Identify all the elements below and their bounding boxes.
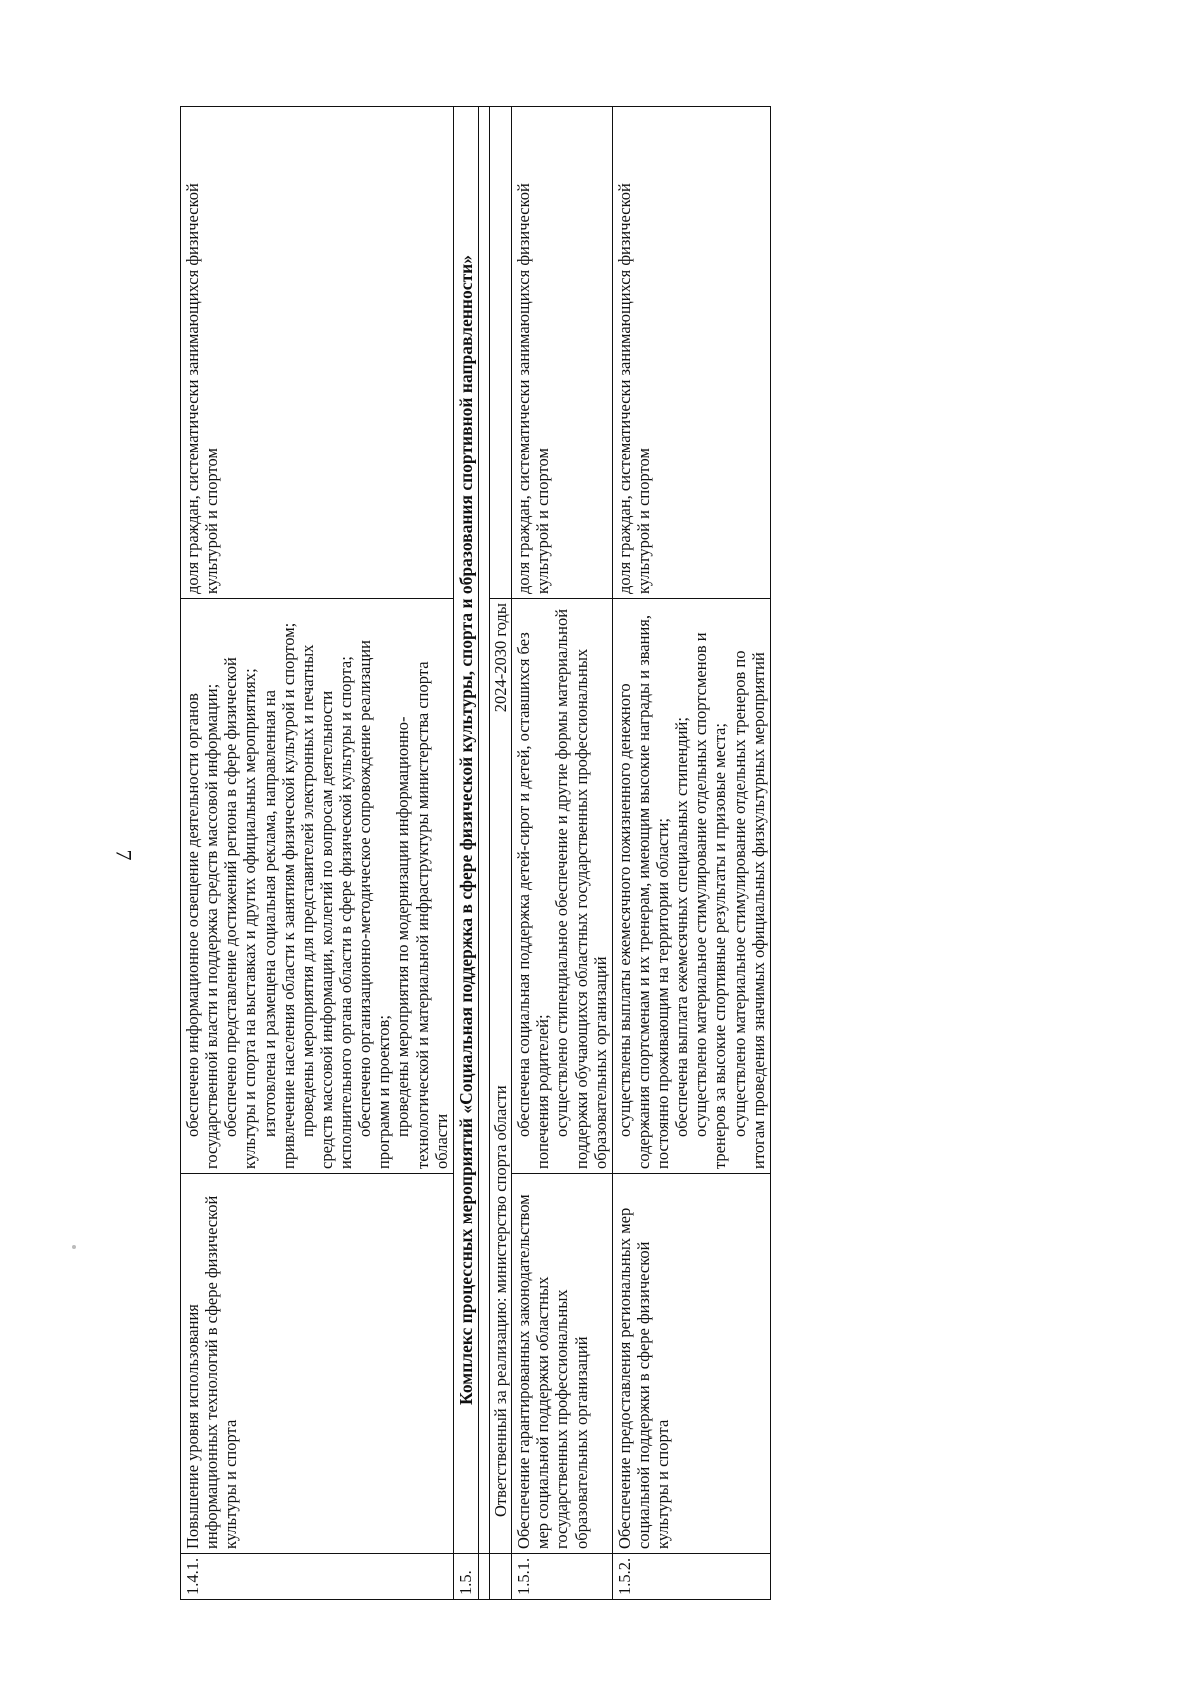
scan-speck xyxy=(72,1245,76,1249)
task-cell: Обеспечение предоставления региональных мер социальной поддержки в сфере физической культуры и спорта xyxy=(612,1174,770,1554)
section-number: 1.5. xyxy=(453,1554,478,1600)
effects-cell xyxy=(181,599,454,1174)
page-number: 7 xyxy=(111,849,137,861)
task-cell: Обеспечение гарантированных законодательством мер социальной поддержки областных государственных профессиональных образовательных организаций xyxy=(512,1174,613,1554)
section-title: Комплекс процессных мероприятий «Социальная поддержка в сфере физической культуры, спорта и образования спортивной направленности» xyxy=(453,107,478,1554)
effect-item: обеспечено представление достижений региона в сфере физической культуры и спорта на выставках и других официальных мероприятиях; xyxy=(221,657,260,1169)
effects-cell xyxy=(512,599,613,1174)
effect-item: обеспечена выплата ежемесячных специальных стипендий; xyxy=(672,717,692,1137)
indicator-cell: доля граждан, систематически занимающихся физической культурой и спортом xyxy=(612,107,770,599)
years-label: 2024-2030 годы xyxy=(491,603,511,713)
spacer-row xyxy=(479,107,490,1600)
indicator-cell: доля граждан, систематически занимающихся физической культурой и спортом xyxy=(512,107,613,599)
effect-item: изготовлена и размещена социальная реклама, направленная на привлечение населения области к занятиям физической культурой и спортом; xyxy=(259,622,298,1169)
section-heading-row xyxy=(453,107,478,1600)
effect-item: обеспечено организационно-методическое сопровождение реализации программ и проектов; xyxy=(355,640,394,1169)
row-number: 1.5.2. xyxy=(612,1554,770,1600)
effect-item: обеспечена социальная поддержка детей-сирот и детей, оставшихся без попечения родителей; xyxy=(514,632,553,1169)
effect-item: осуществлено материальное стимулирование отдельных спортсменов и тренеров за высокие спортивные результаты и призовые места; xyxy=(691,632,730,1169)
effect-item: обеспечено информационное освещение деятельности органов государственной власти и поддержка средств массовой информации; xyxy=(183,683,222,1169)
effect-item: проведены мероприятия для представителей электронных и печатных средств массовой информации, коллегий по вопросам деятельности исполнительного органа области в сфере физической культуры и спорта; xyxy=(297,644,355,1169)
indicator-cell: доля граждан, систематически занимающихся физической культурой и спортом xyxy=(181,107,454,599)
responsible-row xyxy=(490,107,512,1600)
measures-table xyxy=(180,106,771,1600)
task-cell: Повышение уровня использования информационных технологий в сфере физической культуры и спорта xyxy=(181,1174,454,1554)
effect-item: проведены мероприятия по модернизации информационно-технологической и материальной инфраструктуры министерства спорта области xyxy=(393,661,451,1169)
effects-cell xyxy=(612,599,770,1174)
row-number: 1.5.1. xyxy=(512,1554,613,1600)
table-row xyxy=(612,107,770,1600)
row-number: 1.4.1. xyxy=(181,1554,454,1600)
table-row xyxy=(512,107,613,1600)
table-row xyxy=(181,107,454,1600)
rotated-table-container xyxy=(180,107,863,1600)
effect-item: осуществлено материальное стимулирование отдельных тренеров по итогам проведения значимых официальных физкультурных мероприятий xyxy=(729,650,768,1169)
responsible-label: Ответственный за реализацию: министерство спорта области xyxy=(491,1085,511,1517)
effect-item: осуществлено стипендиальное обеспечение и другие формы материальной поддержки обучающихся областных государственных профессиональных образовательных организаций xyxy=(552,608,610,1169)
effect-item: осуществлены выплаты ежемесячного пожизненного денежного содержания спортсменам и их тренерам, имеющим высокие награды и звания, постоянно проживающим на территории области; xyxy=(614,615,673,1169)
